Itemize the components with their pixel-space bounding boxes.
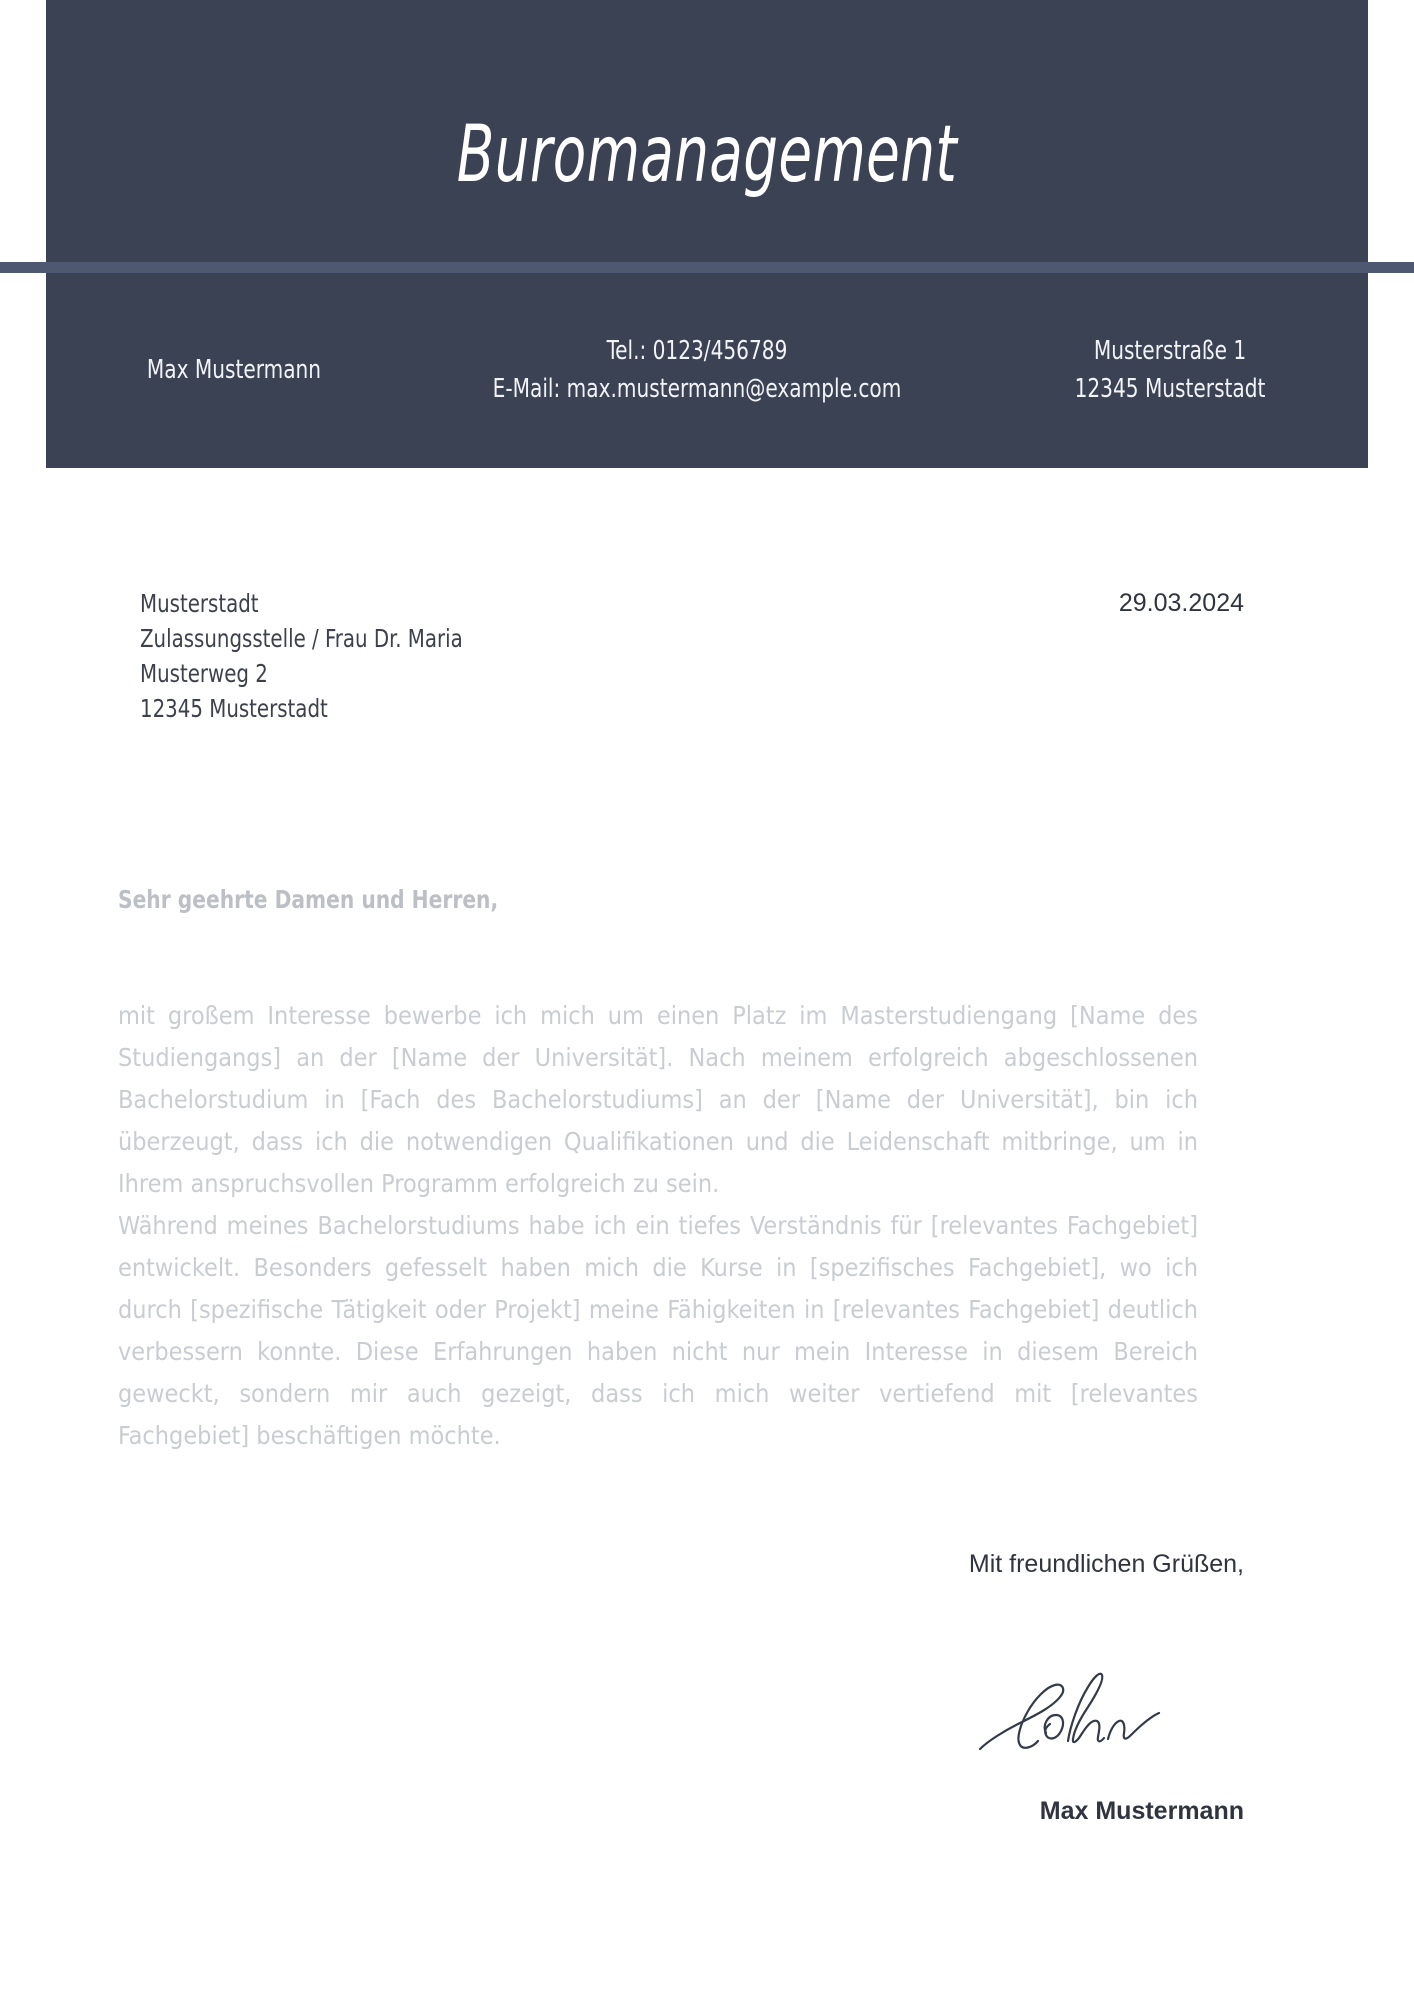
- recipient-line-4: 12345 Musterstadt: [140, 694, 328, 723]
- sender-phone: Tel.: 0123/456789: [606, 335, 788, 366]
- letter-body: [118, 995, 1198, 1457]
- recipient-line-1: Musterstadt: [140, 589, 259, 618]
- signature-image: [960, 1645, 1180, 1765]
- closing-phrase: Mit freundlichen Grüßen,: [968, 1550, 1244, 1578]
- letter-date: 29.03.2024: [1118, 589, 1244, 617]
- body-paragraph-2: Während meines Bachelorstudiums habe ich ein tiefes Verständnis für [relevantes Fachgebiet] entwickelt. Besonders gefesselt haben mich die Kurse in [spezifisches Fachgebiet], wo ich durch [spezifische Tätigkeit oder Projekt] meine Fähigkeiten in [relevantes Fachgebiet] deutlich verbessern konnte. Diese Erfahrungen haben nicht nur mein Interesse in diesem Bereich geweckt, sondern mir auch gezeigt, dass ich mich weiter vertiefend mit [relevantes Fachgebiet] beschäftigen möchte.: [118, 1211, 1198, 1450]
- body-paragraph-1: mit großem Interesse bewerbe ich mich um einen Platz im Masterstudiengang [Name des Studiengangs] an der [Name der Universität]. Nach meinem erfolgreich abgeschlossenen Bachelorstudium in [Fach des Bachelorstudiums] an der [Name der Universität], bin ich überzeugt, dass ich die notwendigen Qualifikationen und die Leidenschaft mitbringe, um in Ihrem anspruchsvollen Programm erfolgreich zu sein.: [118, 1001, 1198, 1198]
- signature-script-icon: [960, 1645, 1180, 1765]
- address-and-date-row: [0, 586, 1414, 726]
- sender-email[interactable]: E-Mail: max.mustermann@example.com: [492, 373, 902, 404]
- sender-city: 12345 Musterstadt: [1074, 373, 1266, 404]
- sender-contact-column: [445, 333, 949, 408]
- page-title: Buromanagement: [456, 110, 958, 200]
- accent-stripe-divider: [0, 262, 1414, 273]
- recipient-line-2: Zulassungsstelle / Frau Dr. Maria: [140, 624, 463, 653]
- letterhead-header: [46, 0, 1368, 262]
- salutation: Sehr geehrte Damen und Herren,: [118, 885, 499, 914]
- sender-street: Musterstraße 1: [1093, 335, 1247, 366]
- sender-address-column: [1015, 333, 1325, 408]
- sender-name: Max Mustermann: [146, 354, 322, 385]
- recipient-address-block: [140, 586, 463, 726]
- letterhead-contact-band: [46, 273, 1368, 468]
- sender-name-column: [88, 352, 380, 390]
- signer-name: Max Mustermann: [1039, 1797, 1244, 1825]
- recipient-line-3: Musterweg 2: [140, 659, 268, 688]
